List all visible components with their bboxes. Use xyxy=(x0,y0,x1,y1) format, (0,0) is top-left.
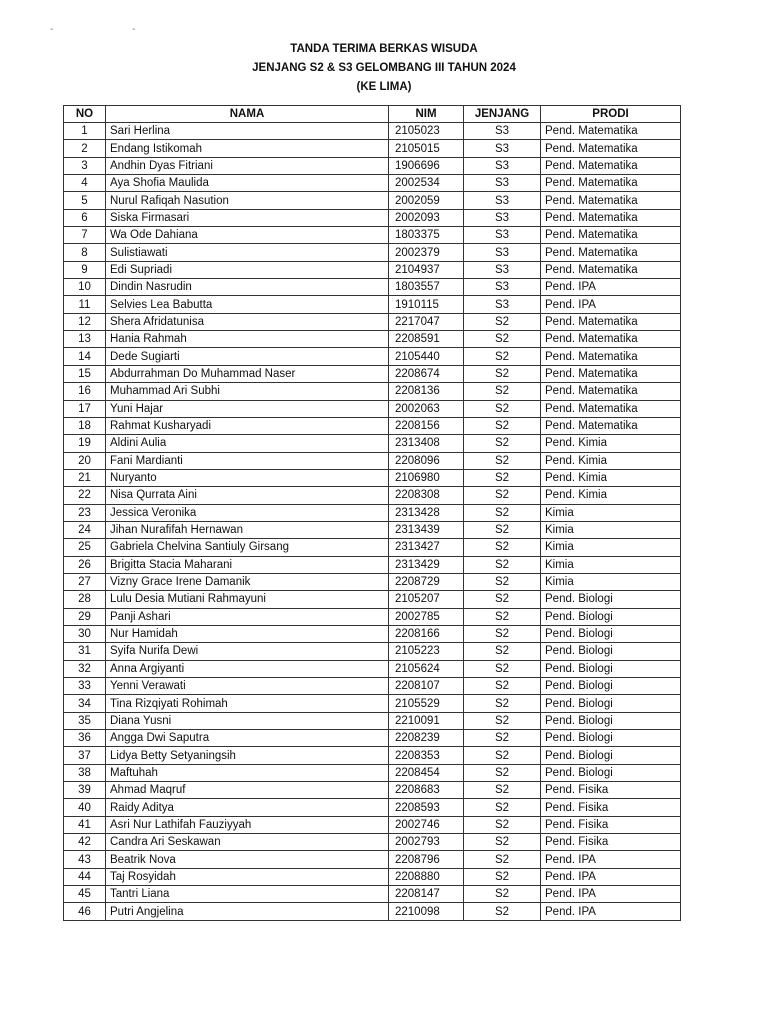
cell-no: 20 xyxy=(64,452,106,469)
cell-prodi: Pend. Biologi xyxy=(541,678,681,695)
title-line-1: TANDA TERIMA BERKAS WISUDA xyxy=(290,43,478,55)
cell-prodi: Pend. Kimia xyxy=(541,469,681,486)
cell-jenjang: S3 xyxy=(464,227,541,244)
cell-nama: Fani Mardianti xyxy=(106,452,389,469)
cell-prodi: Pend. Biologi xyxy=(541,608,681,625)
cell-no: 19 xyxy=(64,435,106,452)
table-row xyxy=(64,157,681,174)
cell-prodi: Pend. Matematika xyxy=(541,383,681,400)
cell-jenjang: S2 xyxy=(464,487,541,504)
cell-no: 18 xyxy=(64,417,106,434)
cell-no: 14 xyxy=(64,348,106,365)
cell-jenjang: S2 xyxy=(464,730,541,747)
cell-jenjang: S3 xyxy=(464,296,541,313)
cell-prodi: Kimia xyxy=(541,504,681,521)
table-row xyxy=(64,504,681,521)
table-row xyxy=(64,435,681,452)
cell-nama: Siska Firmasari xyxy=(106,209,389,226)
table-row xyxy=(64,556,681,573)
cell-jenjang: S2 xyxy=(464,556,541,573)
cell-nama: Putri Angjelina xyxy=(106,903,389,920)
table-row xyxy=(64,799,681,816)
cell-no: 1 xyxy=(64,123,106,140)
cell-no: 37 xyxy=(64,747,106,764)
cell-nim: 2105023 xyxy=(389,123,464,140)
cell-no: 31 xyxy=(64,643,106,660)
cell-no: 38 xyxy=(64,764,106,781)
table-row xyxy=(64,383,681,400)
cell-jenjang: S2 xyxy=(464,331,541,348)
cell-nim: 2002785 xyxy=(389,608,464,625)
cell-nim: 2105223 xyxy=(389,643,464,660)
cell-nim: 2208308 xyxy=(389,487,464,504)
cell-nim: 2208147 xyxy=(389,886,464,903)
cell-jenjang: S2 xyxy=(464,521,541,538)
table-row xyxy=(64,244,681,261)
cell-prodi: Pend. Matematika xyxy=(541,140,681,157)
cell-jenjang: S2 xyxy=(464,417,541,434)
table-body xyxy=(64,123,681,921)
cell-jenjang: S2 xyxy=(464,678,541,695)
header-prodi: PRODI xyxy=(541,106,681,123)
cell-jenjang: S2 xyxy=(464,348,541,365)
cell-jenjang: S2 xyxy=(464,834,541,851)
cell-nim: 1910115 xyxy=(389,296,464,313)
cell-prodi: Pend. Fisika xyxy=(541,834,681,851)
cell-nama: Brigitta Stacia Maharani xyxy=(106,556,389,573)
cell-prodi: Pend. Matematika xyxy=(541,261,681,278)
cell-nim: 2002379 xyxy=(389,244,464,261)
cell-prodi: Pend. Matematika xyxy=(541,348,681,365)
cell-nim: 2002059 xyxy=(389,192,464,209)
cell-no: 46 xyxy=(64,903,106,920)
cell-prodi: Kimia xyxy=(541,573,681,590)
table-row xyxy=(64,261,681,278)
document-title-block xyxy=(0,40,768,97)
cell-nama: Lidya Betty Setyaningsih xyxy=(106,747,389,764)
cell-jenjang: S2 xyxy=(464,608,541,625)
cell-nim: 2210091 xyxy=(389,712,464,729)
cell-no: 44 xyxy=(64,868,106,885)
cell-prodi: Pend. Fisika xyxy=(541,816,681,833)
cell-nama: Sari Herlina xyxy=(106,123,389,140)
table-row xyxy=(64,643,681,660)
cell-no: 9 xyxy=(64,261,106,278)
header-nama: NAMA xyxy=(106,106,389,123)
cell-jenjang: S2 xyxy=(464,539,541,556)
cell-nama: Vizny Grace Irene Damanik xyxy=(106,573,389,590)
cell-no: 3 xyxy=(64,157,106,174)
cell-no: 34 xyxy=(64,695,106,712)
cell-nim: 2208591 xyxy=(389,331,464,348)
cell-jenjang: S2 xyxy=(464,625,541,642)
table-row xyxy=(64,730,681,747)
table-row xyxy=(64,591,681,608)
cell-nama: Maftuhah xyxy=(106,764,389,781)
cell-no: 15 xyxy=(64,365,106,382)
cell-prodi: Pend. Matematika xyxy=(541,400,681,417)
cell-nama: Tina Rizqiyati Rohimah xyxy=(106,695,389,712)
cell-nim: 2208166 xyxy=(389,625,464,642)
cell-prodi: Pend. IPA xyxy=(541,279,681,296)
cell-nama: Candra Ari Seskawan xyxy=(106,834,389,851)
table-row xyxy=(64,192,681,209)
cell-nama: Syifa Nurifa Dewi xyxy=(106,643,389,660)
cell-prodi: Pend. IPA xyxy=(541,868,681,885)
cell-jenjang: S2 xyxy=(464,313,541,330)
cell-nama: Shera Afridatunisa xyxy=(106,313,389,330)
cell-no: 23 xyxy=(64,504,106,521)
table-row xyxy=(64,417,681,434)
table-row xyxy=(64,695,681,712)
cell-nim: 2208729 xyxy=(389,573,464,590)
cell-jenjang: S2 xyxy=(464,452,541,469)
cell-jenjang: S2 xyxy=(464,851,541,868)
header-no: NO xyxy=(64,106,106,123)
cell-nama: Yuni Hajar xyxy=(106,400,389,417)
scan-specks: - - xyxy=(50,24,174,35)
cell-nama: Diana Yusni xyxy=(106,712,389,729)
table-row xyxy=(64,313,681,330)
table-row xyxy=(64,487,681,504)
cell-nama: Hania Rahmah xyxy=(106,331,389,348)
table-row xyxy=(64,573,681,590)
cell-nim: 2313428 xyxy=(389,504,464,521)
cell-nim: 2208239 xyxy=(389,730,464,747)
cell-jenjang: S2 xyxy=(464,400,541,417)
cell-nama: Jihan Nurafifah Hernawan xyxy=(106,521,389,538)
cell-nim: 2313429 xyxy=(389,556,464,573)
cell-no: 40 xyxy=(64,799,106,816)
cell-prodi: Pend. Matematika xyxy=(541,123,681,140)
cell-nim: 2002746 xyxy=(389,816,464,833)
cell-jenjang: S3 xyxy=(464,279,541,296)
table-row xyxy=(64,296,681,313)
cell-jenjang: S2 xyxy=(464,504,541,521)
receipt-table xyxy=(63,105,681,921)
cell-jenjang: S2 xyxy=(464,903,541,920)
cell-nim: 2208353 xyxy=(389,747,464,764)
cell-nama: Taj Rosyidah xyxy=(106,868,389,885)
cell-nama: Rahmat Kusharyadi xyxy=(106,417,389,434)
cell-nama: Dede Sugiarti xyxy=(106,348,389,365)
cell-no: 16 xyxy=(64,383,106,400)
cell-nim: 2208593 xyxy=(389,799,464,816)
cell-jenjang: S2 xyxy=(464,435,541,452)
cell-nama: Angga Dwi Saputra xyxy=(106,730,389,747)
cell-nama: Raidy Aditya xyxy=(106,799,389,816)
cell-prodi: Kimia xyxy=(541,556,681,573)
cell-no: 36 xyxy=(64,730,106,747)
cell-jenjang: S3 xyxy=(464,175,541,192)
cell-nim: 2002063 xyxy=(389,400,464,417)
cell-no: 39 xyxy=(64,782,106,799)
cell-no: 29 xyxy=(64,608,106,625)
cell-jenjang: S2 xyxy=(464,816,541,833)
cell-nim: 2105440 xyxy=(389,348,464,365)
table-row xyxy=(64,747,681,764)
cell-nim: 2104937 xyxy=(389,261,464,278)
cell-no: 8 xyxy=(64,244,106,261)
cell-prodi: Pend. IPA xyxy=(541,851,681,868)
cell-nim: 2208674 xyxy=(389,365,464,382)
cell-nama: Nur Hamidah xyxy=(106,625,389,642)
cell-prodi: Pend. IPA xyxy=(541,296,681,313)
table-row xyxy=(64,279,681,296)
cell-no: 45 xyxy=(64,886,106,903)
cell-nama: Muhammad Ari Subhi xyxy=(106,383,389,400)
cell-nim: 2105624 xyxy=(389,660,464,677)
cell-no: 30 xyxy=(64,625,106,642)
cell-prodi: Kimia xyxy=(541,539,681,556)
cell-nim: 2208156 xyxy=(389,417,464,434)
table-row xyxy=(64,816,681,833)
cell-nim: 2208880 xyxy=(389,868,464,885)
cell-prodi: Pend. Biologi xyxy=(541,747,681,764)
cell-nama: Lulu Desia Mutiani Rahmayuni xyxy=(106,591,389,608)
cell-prodi: Pend. Matematika xyxy=(541,244,681,261)
cell-nama: Nisa Qurrata Aini xyxy=(106,487,389,504)
cell-prodi: Kimia xyxy=(541,521,681,538)
cell-nama: Jessica Veronika xyxy=(106,504,389,521)
cell-nama: Nurul Rafiqah Nasution xyxy=(106,192,389,209)
cell-no: 7 xyxy=(64,227,106,244)
cell-jenjang: S3 xyxy=(464,140,541,157)
cell-nim: 2105207 xyxy=(389,591,464,608)
table-row xyxy=(64,608,681,625)
cell-prodi: Pend. Matematika xyxy=(541,365,681,382)
cell-jenjang: S2 xyxy=(464,695,541,712)
cell-nim: 2105529 xyxy=(389,695,464,712)
cell-no: 12 xyxy=(64,313,106,330)
cell-nim: 2313408 xyxy=(389,435,464,452)
cell-prodi: Pend. Biologi xyxy=(541,695,681,712)
cell-jenjang: S2 xyxy=(464,764,541,781)
cell-no: 43 xyxy=(64,851,106,868)
table-row xyxy=(64,712,681,729)
cell-prodi: Pend. Matematika xyxy=(541,313,681,330)
cell-prodi: Pend. Matematika xyxy=(541,331,681,348)
table-row xyxy=(64,764,681,781)
cell-nama: Asri Nur Lathifah Fauziyyah xyxy=(106,816,389,833)
table-row xyxy=(64,175,681,192)
cell-nim: 2210098 xyxy=(389,903,464,920)
cell-nama: Gabriela Chelvina Santiuly Girsang xyxy=(106,539,389,556)
cell-no: 24 xyxy=(64,521,106,538)
table-row xyxy=(64,782,681,799)
cell-prodi: Pend. IPA xyxy=(541,903,681,920)
table-row xyxy=(64,452,681,469)
cell-prodi: Pend. Matematika xyxy=(541,209,681,226)
cell-prodi: Pend. IPA xyxy=(541,886,681,903)
header-nim: NIM xyxy=(389,106,464,123)
cell-nim: 2217047 xyxy=(389,313,464,330)
cell-nim: 2208796 xyxy=(389,851,464,868)
cell-nim: 1906696 xyxy=(389,157,464,174)
table-row xyxy=(64,209,681,226)
table-row xyxy=(64,539,681,556)
cell-no: 33 xyxy=(64,678,106,695)
cell-prodi: Pend. Kimia xyxy=(541,487,681,504)
cell-prodi: Pend. Matematika xyxy=(541,417,681,434)
cell-no: 2 xyxy=(64,140,106,157)
cell-prodi: Pend. Kimia xyxy=(541,452,681,469)
cell-jenjang: S2 xyxy=(464,573,541,590)
cell-no: 4 xyxy=(64,175,106,192)
cell-no: 5 xyxy=(64,192,106,209)
cell-no: 21 xyxy=(64,469,106,486)
cell-nama: Selvies Lea Babutta xyxy=(106,296,389,313)
cell-nama: Beatrik Nova xyxy=(106,851,389,868)
cell-no: 26 xyxy=(64,556,106,573)
cell-nim: 2313439 xyxy=(389,521,464,538)
table-row xyxy=(64,903,681,920)
cell-no: 25 xyxy=(64,539,106,556)
cell-jenjang: S3 xyxy=(464,192,541,209)
cell-jenjang: S2 xyxy=(464,868,541,885)
table-row xyxy=(64,678,681,695)
table-row xyxy=(64,834,681,851)
cell-nim: 2208454 xyxy=(389,764,464,781)
table-row xyxy=(64,365,681,382)
table-row xyxy=(64,400,681,417)
table-row xyxy=(64,123,681,140)
table-row xyxy=(64,469,681,486)
cell-nama: Anna Argiyanti xyxy=(106,660,389,677)
cell-nama: Aya Shofia Maulida xyxy=(106,175,389,192)
cell-no: 32 xyxy=(64,660,106,677)
cell-nim: 2002093 xyxy=(389,209,464,226)
cell-nama: Aldini Aulia xyxy=(106,435,389,452)
cell-nim: 2106980 xyxy=(389,469,464,486)
cell-prodi: Pend. Biologi xyxy=(541,660,681,677)
title-line-3: (KE LIMA) xyxy=(356,81,412,93)
cell-jenjang: S3 xyxy=(464,209,541,226)
cell-no: 17 xyxy=(64,400,106,417)
cell-prodi: Pend. Biologi xyxy=(541,643,681,660)
cell-nama: Ahmad Maqruf xyxy=(106,782,389,799)
cell-jenjang: S2 xyxy=(464,643,541,660)
cell-jenjang: S2 xyxy=(464,660,541,677)
cell-nim: 2105015 xyxy=(389,140,464,157)
table-row xyxy=(64,625,681,642)
cell-prodi: Pend. Biologi xyxy=(541,764,681,781)
title-line-2: JENJANG S2 & S3 GELOMBANG III TAHUN 2024 xyxy=(252,62,516,74)
cell-no: 28 xyxy=(64,591,106,608)
cell-prodi: Pend. Matematika xyxy=(541,227,681,244)
cell-nama: Sulistiawati xyxy=(106,244,389,261)
cell-no: 35 xyxy=(64,712,106,729)
cell-jenjang: S2 xyxy=(464,799,541,816)
table-row xyxy=(64,348,681,365)
cell-nama: Endang Istikomah xyxy=(106,140,389,157)
table-row xyxy=(64,140,681,157)
cell-jenjang: S3 xyxy=(464,261,541,278)
cell-jenjang: S3 xyxy=(464,123,541,140)
table-row xyxy=(64,660,681,677)
cell-jenjang: S2 xyxy=(464,469,541,486)
cell-jenjang: S3 xyxy=(464,157,541,174)
cell-nim: 1803375 xyxy=(389,227,464,244)
cell-jenjang: S3 xyxy=(464,244,541,261)
cell-nama: Dindin Nasrudin xyxy=(106,279,389,296)
table-row xyxy=(64,521,681,538)
cell-nim: 1803557 xyxy=(389,279,464,296)
cell-prodi: Pend. Biologi xyxy=(541,730,681,747)
cell-prodi: Pend. Matematika xyxy=(541,175,681,192)
cell-nama: Andhin Dyas Fitriani xyxy=(106,157,389,174)
cell-nama: Edi Supriadi xyxy=(106,261,389,278)
cell-nim: 2208683 xyxy=(389,782,464,799)
cell-jenjang: S2 xyxy=(464,383,541,400)
cell-jenjang: S2 xyxy=(464,886,541,903)
cell-no: 41 xyxy=(64,816,106,833)
cell-jenjang: S2 xyxy=(464,365,541,382)
table-row xyxy=(64,868,681,885)
cell-no: 22 xyxy=(64,487,106,504)
cell-jenjang: S2 xyxy=(464,712,541,729)
cell-no: 13 xyxy=(64,331,106,348)
cell-no: 11 xyxy=(64,296,106,313)
cell-nim: 2002793 xyxy=(389,834,464,851)
cell-no: 42 xyxy=(64,834,106,851)
cell-nim: 2002534 xyxy=(389,175,464,192)
cell-nama: Wa Ode Dahiana xyxy=(106,227,389,244)
cell-nama: Tantri Liana xyxy=(106,886,389,903)
cell-prodi: Pend. Matematika xyxy=(541,192,681,209)
table-row xyxy=(64,851,681,868)
cell-prodi: Pend. Matematika xyxy=(541,157,681,174)
cell-jenjang: S2 xyxy=(464,782,541,799)
cell-jenjang: S2 xyxy=(464,591,541,608)
cell-nama: Nuryanto xyxy=(106,469,389,486)
table-header-row xyxy=(64,106,681,123)
cell-jenjang: S2 xyxy=(464,747,541,764)
cell-nim: 2208107 xyxy=(389,678,464,695)
cell-no: 6 xyxy=(64,209,106,226)
cell-nama: Abdurrahman Do Muhammad Naser xyxy=(106,365,389,382)
cell-no: 10 xyxy=(64,279,106,296)
cell-prodi: Pend. Fisika xyxy=(541,799,681,816)
cell-nim: 2208136 xyxy=(389,383,464,400)
table-row xyxy=(64,886,681,903)
cell-prodi: Pend. Biologi xyxy=(541,591,681,608)
cell-nim: 2313427 xyxy=(389,539,464,556)
cell-prodi: Pend. Kimia xyxy=(541,435,681,452)
cell-nim: 2208096 xyxy=(389,452,464,469)
table-row xyxy=(64,331,681,348)
cell-no: 27 xyxy=(64,573,106,590)
cell-prodi: Pend. Biologi xyxy=(541,712,681,729)
header-jenjang: JENJANG xyxy=(464,106,541,123)
cell-prodi: Pend. Fisika xyxy=(541,782,681,799)
cell-nama: Panji Ashari xyxy=(106,608,389,625)
cell-prodi: Pend. Biologi xyxy=(541,625,681,642)
table-row xyxy=(64,227,681,244)
cell-nama: Yenni Verawati xyxy=(106,678,389,695)
